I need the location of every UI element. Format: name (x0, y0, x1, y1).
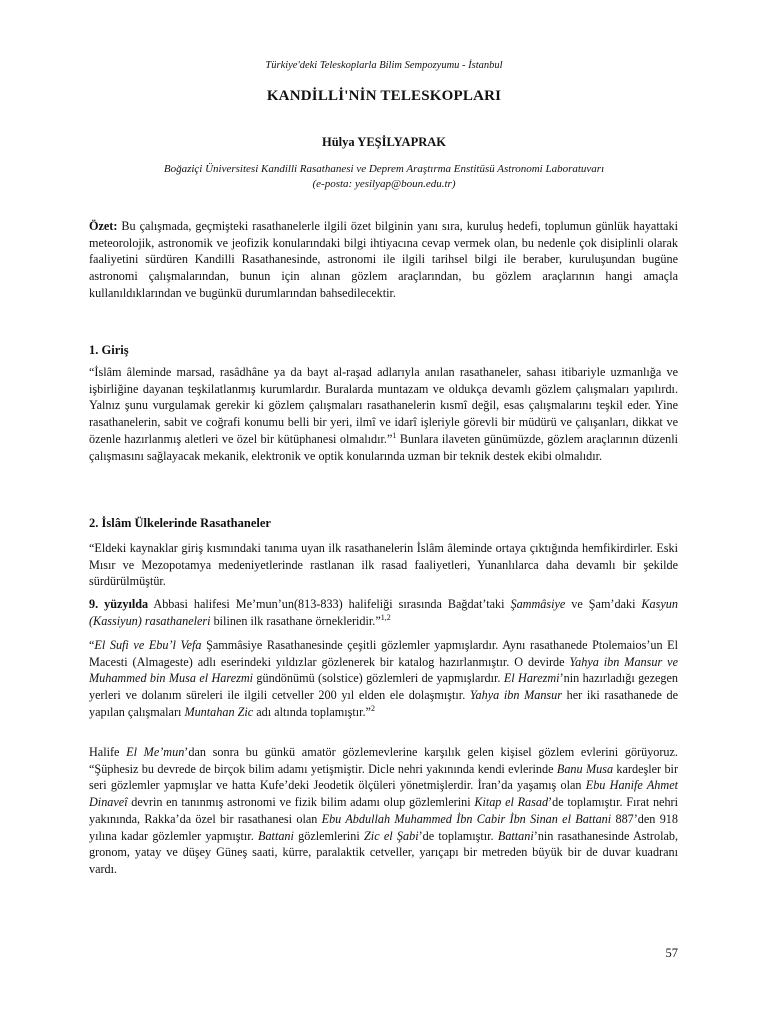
italic-run: Battani (258, 828, 294, 843)
section-1-heading: 1. Giriş (89, 343, 129, 357)
italic-run: Zic el Şabi (364, 828, 419, 843)
paper-title: KANDİLLİ'NİN TELESKOPLARI (266, 88, 502, 104)
author-name: Hülya YEŞİLYAPRAK (322, 135, 446, 149)
footnote-ref: 2 (370, 703, 375, 713)
section-2-paragraph-2 (89, 596, 678, 629)
text-run: ’de toplamıştır. (418, 828, 498, 843)
text-run: gözlemlerini (293, 828, 365, 843)
abstract (89, 218, 678, 302)
section-2-paragraph-1 (89, 540, 678, 590)
text-run: kardeşler bir seri gözlemler yapmışlar ve hatta Kufe’deki Jeodetik ölçüleri yönetmişlerdir. İran’da yaşamış olan (89, 761, 679, 793)
paragraph-text: “Eldeki kaynaklar giriş kısmındaki tanıma uyan ilk rasathanelerin İslâm âleminde ortaya çıktığında hemfikirdirler. Eski Mısır ve Mezopotamya medeniyetlerinde rastlanan ilk rasad faaliyetleri, Yunanlılarca daha devamlı bir şekilde sürdürülmüştür. (89, 541, 678, 589)
text-run: Şammâsiye Rasathanesinde çeşitli gözlemler yapmışlardır. Aynı rasathanede Ptolemaios’un El Macesti (Almageste) adlı eserindeki yıldızlar gözlenerek bir katalog hazırlanmıştır. O devirde (89, 638, 678, 669)
text-run: ’nin hazırladığı gezegen yerleri ve dolanım süreleri ile ilgili cetveller 200 yıl elden ele dolaşmıştır. (89, 671, 679, 703)
section-2-paragraph-3 (89, 637, 678, 721)
abstract-label: Özet: (89, 219, 118, 233)
italic-run: Ebu Abdullah Muhammed İbn Cabir İbn Sinan el Battani (321, 811, 612, 826)
text-run: ’de toplamıştır. Fırat nehri yakınında, Rakka’da özel bir rasathanesi olan (89, 795, 678, 826)
author-email: (e-posta: yesilyap@boun.edu.tr) (312, 178, 456, 190)
italic-run: Şammâsiye (510, 597, 566, 611)
text-run: gündönümü (solstice) gözlemleri de yapmışlardır. (253, 671, 504, 686)
text-run: ’dan sonra bu günkü amatör gözlemevlerine karşılık gelen kişisel gözlem evlerini görüyoruz. “Şüphesiz bu devrede de birçok bilim adamı yetişmiştir. Dicle nehri yakınında kendi evlerinde (89, 745, 678, 776)
section-2-paragraph-4 (89, 744, 678, 878)
italic-run: Battani (497, 828, 534, 843)
italic-run: El Harezmi (503, 671, 560, 686)
page-number: 57 (665, 946, 678, 960)
text-run: Halife (89, 745, 127, 759)
italic-run: El Me’mun (126, 745, 185, 759)
footnote-ref: 1,2 (380, 612, 391, 622)
text-run: ’nin rasathanesinde Astrolab, gronom, yatay ve düşey Güneş saati, kürre, paralaktik cetveller, yarıçapı bir metreden büyük bir de duvar kuadranı vardı. (89, 828, 679, 876)
italic-run: Ebu Hanife Ahmet Dinaveî (89, 778, 678, 810)
text-run: 887’den 918 yılına kadar gözlemler yapmıştır. (89, 811, 678, 843)
abstract-text: Bu çalışmada, geçmişteki rasathanelerle ilgili özet bilginin yanı sıra, kuruluş hedefi, toplumun günlük hayattaki meteorolojik, astronomik ve jeofizik konularındaki bilgi ihtiyacına cevap vermek olan, bu nedenle çok disiplinli olarak faaliyetini sürdüren Kandilli Rasathanesinde, astronomi ile ilgili tarihsel bilgi ile beraber, kuruluşundan bugüne astronomi çalışmalarından, bunun için alınan gözlem araçlarından, bu gözlem araçlarının hangi amaçla kullanıldıklarından ve bugünkü durumlarından bahsedilecektir. (89, 219, 678, 300)
footnote-ref: 1 (392, 430, 397, 440)
text-run: bilinen ilk rasathane örnekleridir.” (210, 613, 381, 628)
text-run: devrin en tanınmış astronomi ve fizik bilim adamı olup gözlemlerini (127, 795, 475, 810)
italic-run: Kitap el Rasad (474, 795, 549, 810)
section-1-paragraph (89, 364, 678, 464)
section-1-text-b: Bunlara ilaveten günümüzde, gözlem araçlarının düzenli çalışmasını sağlayacak mekanik, elektronik ve optik konularında uzman bir teknik destek ekibi olmalıdır. (89, 431, 678, 463)
section-1-text-a: “İslâm âleminde marsad, rasâdhâne ya da bayt al-raşad adlarıyla anılan rasathaneler, sahası itibariyle uzmanlığa ve işbirliğine dayanan teşkilatlanmış kurumlardır. Buralarda muntazam ve oldukça devamlı gözlem çalışmaları yapılırdı. Yalnız şunu vurgulamak gerekir ki gözlem çalışmaları rasathanelerin kısmî değil, esas çalışmalarını teşkil eder. Yine rasathanelerin, sabit ve coğrafi konumu belli bir yeri, ilmî ve idarî işleriyle görevli bir müdürü ve çalışanları, dikkat ve özenle hazırlanmış aletleri ve özel bir kütüphanesi olmalıdır.” (89, 365, 678, 446)
text-run: her iki rasathanede de yapılan çalışmaları (89, 688, 679, 719)
italic-run: Yahya ibn Mansur (469, 688, 563, 703)
text-run: adı altında toplamıştır.” (253, 704, 371, 719)
text-run: “ (89, 638, 95, 652)
section-2-heading: 2. İslâm Ülkelerinde Rasathaneler (89, 516, 271, 530)
text-run: ve Şam’daki (565, 597, 642, 611)
italic-run: Kasyun (Kassiyun) rasathaneleri (89, 597, 678, 628)
century-label: 9. yüzyılda (89, 597, 149, 611)
affiliation: Boğaziçi Üniversitesi Kandilli Rasathanesi ve Deprem Araştırma Enstitüsü Astronomi Laboratuvarı (163, 163, 605, 175)
italic-run: El Sufi ve Ebu’l Vefa (94, 638, 202, 652)
affiliation-block (0, 162, 768, 192)
italic-run: Muntahan Zic (184, 704, 254, 719)
italic-run: Banu Musa (556, 761, 614, 776)
italic-run: Yahya ibn Mansur ve Muhammed bin Musa el Harezmi (89, 654, 678, 686)
running-head: Türkiye'deki Teleskoplarla Bilim Sempozyumu - İstanbul (265, 60, 503, 71)
text-run: Abbasi halifesi Me’mun’un(813-833) halifeliği sırasında Bağdat’taki (148, 597, 511, 611)
